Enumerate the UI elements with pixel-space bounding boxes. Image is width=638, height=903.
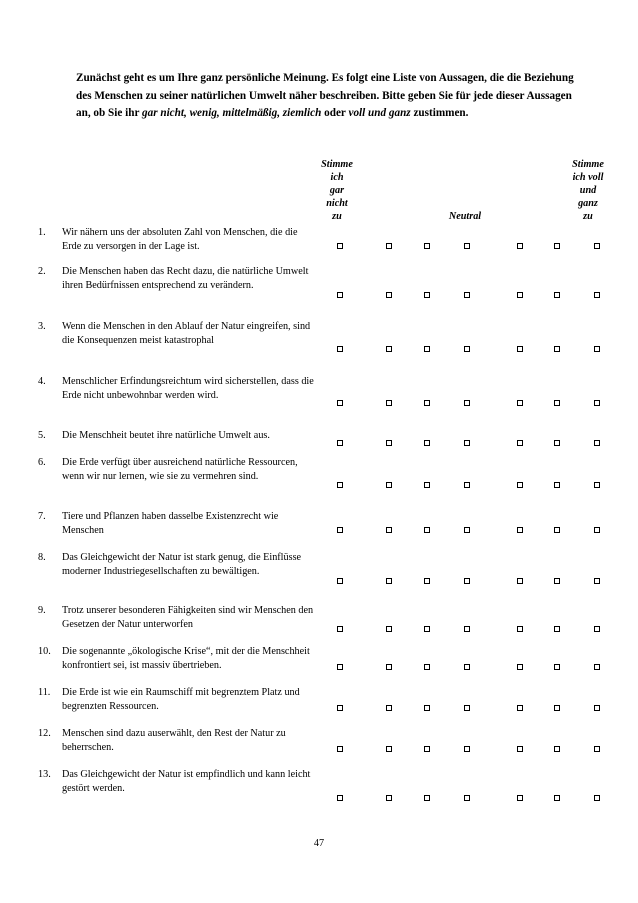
- rating-checkbox-1-1[interactable]: [337, 243, 343, 249]
- rating-checkbox-6-5[interactable]: [517, 482, 523, 488]
- statement-text: Die Menschen haben das Recht dazu, die natürliche Umwelt ihren Bedürfnissen entsprechend zu verändern.: [62, 266, 309, 291]
- rating-row-12: [0, 743, 638, 755]
- rating-checkbox-2-6[interactable]: [554, 292, 560, 298]
- rating-checkbox-10-5[interactable]: [517, 664, 523, 670]
- statement-text: Die sogenannte „ökologische Krise“, mit der die Menschheit konfrontiert sei, ist massiv übertrieben.: [62, 646, 310, 671]
- scale-label-agree: [560, 158, 616, 223]
- rating-checkbox-3-4[interactable]: [464, 346, 470, 352]
- statement-number: 10.: [38, 646, 51, 657]
- rating-checkbox-13-3[interactable]: [424, 795, 430, 801]
- rating-checkbox-6-3[interactable]: [424, 482, 430, 488]
- rating-checkbox-4-4[interactable]: [464, 400, 470, 406]
- rating-checkbox-7-2[interactable]: [386, 527, 392, 533]
- rating-checkbox-12-4[interactable]: [464, 746, 470, 752]
- rating-checkbox-11-6[interactable]: [554, 705, 560, 711]
- rating-checkbox-4-1[interactable]: [337, 400, 343, 406]
- rating-checkbox-11-3[interactable]: [424, 705, 430, 711]
- rating-checkbox-3-3[interactable]: [424, 346, 430, 352]
- instructions-last-option-italic: voll und ganz: [348, 107, 411, 120]
- rating-checkbox-2-4[interactable]: [464, 292, 470, 298]
- instructions-part-1: Zunächst geht es um Ihre ganz persönliche Meinung. Es folgt eine Liste von Aussagen, die die Beziehung des Menschen zu seiner natürlichen Umwelt näher beschreiben. Bitte geben Sie für jede dieser Aussagen an, ob Sie ihr: [76, 72, 574, 120]
- rating-checkbox-7-6[interactable]: [554, 527, 560, 533]
- rating-checkbox-5-5[interactable]: [517, 440, 523, 446]
- rating-checkbox-12-2[interactable]: [386, 746, 392, 752]
- instructions: [76, 70, 576, 123]
- rating-row-13: [0, 792, 638, 804]
- statement-number: 3.: [38, 321, 46, 332]
- statement-number: 9.: [38, 605, 46, 616]
- rating-row-3: [0, 343, 638, 355]
- rating-checkbox-9-2[interactable]: [386, 626, 392, 632]
- statement-number: 4.: [38, 376, 46, 387]
- statement-text: Die Erde ist wie ein Raumschiff mit begrenztem Platz und begrenzten Ressourcen.: [62, 687, 300, 712]
- rating-checkbox-12-1[interactable]: [337, 746, 343, 752]
- rating-checkbox-6-7[interactable]: [594, 482, 600, 488]
- rating-checkbox-6-4[interactable]: [464, 482, 470, 488]
- rating-row-5: [0, 437, 638, 449]
- statement-text: Das Gleichgewicht der Natur ist empfindlich und kann leicht gestört werden.: [62, 769, 311, 794]
- instructions-options-italic: gar nicht, wenig, mittelmäßig, ziemlich: [142, 107, 322, 120]
- rating-checkbox-9-3[interactable]: [424, 626, 430, 632]
- statement-number: 6.: [38, 457, 46, 468]
- rating-checkbox-12-6[interactable]: [554, 746, 560, 752]
- scale-label-agree-line: ganz: [578, 198, 598, 209]
- statement-text: Trotz unserer besonderen Fähigkeiten sind wir Menschen den Gesetzen der Natur unterworfen: [62, 605, 314, 630]
- rating-checkbox-11-2[interactable]: [386, 705, 392, 711]
- rating-checkbox-2-2[interactable]: [386, 292, 392, 298]
- rating-checkbox-9-7[interactable]: [594, 626, 600, 632]
- rating-checkbox-4-3[interactable]: [424, 400, 430, 406]
- rating-checkbox-11-7[interactable]: [594, 705, 600, 711]
- scale-label-disagree-line: gar: [329, 185, 345, 196]
- rating-checkbox-11-5[interactable]: [517, 705, 523, 711]
- rating-checkbox-10-1[interactable]: [337, 664, 343, 670]
- rating-checkbox-6-1[interactable]: [337, 482, 343, 488]
- statement-number: 7.: [38, 511, 46, 522]
- scale-label-agree-line: und: [579, 185, 597, 196]
- rating-checkbox-4-6[interactable]: [554, 400, 560, 406]
- scale-label-disagree-line: nicht: [326, 198, 348, 209]
- statement-number: 8.: [38, 552, 46, 563]
- rating-checkbox-8-5[interactable]: [517, 578, 523, 584]
- statement-number: 11.: [38, 687, 51, 698]
- rating-checkbox-8-4[interactable]: [464, 578, 470, 584]
- rating-checkbox-1-2[interactable]: [386, 243, 392, 249]
- rating-checkbox-3-2[interactable]: [386, 346, 392, 352]
- rating-checkbox-2-7[interactable]: [594, 292, 600, 298]
- rating-checkbox-5-7[interactable]: [594, 440, 600, 446]
- rating-checkbox-13-6[interactable]: [554, 795, 560, 801]
- rating-checkbox-10-4[interactable]: [464, 664, 470, 670]
- statement-text: Wir nähern uns der absoluten Zahl von Menschen, die die Erde zu versorgen in der Lage ist.: [62, 227, 298, 252]
- rating-checkbox-8-7[interactable]: [594, 578, 600, 584]
- page-number: 47: [313, 838, 325, 849]
- rating-checkbox-8-2[interactable]: [386, 578, 392, 584]
- rating-checkbox-2-5[interactable]: [517, 292, 523, 298]
- rating-checkbox-1-4[interactable]: [464, 243, 470, 249]
- rating-checkbox-1-5[interactable]: [517, 243, 523, 249]
- rating-row-7: [0, 524, 638, 536]
- rating-checkbox-11-4[interactable]: [464, 705, 470, 711]
- rating-checkbox-12-3[interactable]: [424, 746, 430, 752]
- rating-checkbox-4-7[interactable]: [594, 400, 600, 406]
- scale-label-neutral: Neutral: [448, 211, 482, 222]
- scale-label-disagree-line: zu: [332, 211, 342, 222]
- rating-checkbox-1-3[interactable]: [424, 243, 430, 249]
- rating-checkbox-3-6[interactable]: [554, 346, 560, 352]
- rating-row-2: [0, 289, 638, 301]
- rating-checkbox-9-5[interactable]: [517, 626, 523, 632]
- scale-label-disagree: [320, 158, 354, 223]
- rating-checkbox-8-6[interactable]: [554, 578, 560, 584]
- rating-checkbox-6-6[interactable]: [554, 482, 560, 488]
- rating-checkbox-4-5[interactable]: [517, 400, 523, 406]
- scale-label-agree-line: zu: [583, 211, 593, 222]
- statement-number: 2.: [38, 266, 46, 277]
- rating-checkbox-9-6[interactable]: [554, 626, 560, 632]
- rating-checkbox-2-1[interactable]: [337, 292, 343, 298]
- rating-checkbox-3-5[interactable]: [517, 346, 523, 352]
- rating-checkbox-10-2[interactable]: [386, 664, 392, 670]
- rating-checkbox-4-2[interactable]: [386, 400, 392, 406]
- rating-checkbox-13-5[interactable]: [517, 795, 523, 801]
- rating-checkbox-6-2[interactable]: [386, 482, 392, 488]
- rating-checkbox-1-6[interactable]: [554, 243, 560, 249]
- rating-checkbox-5-6[interactable]: [554, 440, 560, 446]
- scale-label-disagree-line: ich: [330, 172, 344, 183]
- rating-checkbox-8-1[interactable]: [337, 578, 343, 584]
- statement-text: Die Menschheit beutet ihre natürliche Umwelt aus.: [62, 430, 270, 441]
- statement-text: Menschlicher Erfindungsreichtum wird sicherstellen, dass die Erde nicht unbewohnbar werden wird.: [62, 376, 314, 401]
- rating-checkbox-7-7[interactable]: [594, 527, 600, 533]
- rating-checkbox-3-7[interactable]: [594, 346, 600, 352]
- rating-checkbox-7-4[interactable]: [464, 527, 470, 533]
- rating-row-9: [0, 623, 638, 635]
- rating-checkbox-13-2[interactable]: [386, 795, 392, 801]
- rating-checkbox-13-1[interactable]: [337, 795, 343, 801]
- rating-checkbox-10-3[interactable]: [424, 664, 430, 670]
- rating-checkbox-11-1[interactable]: [337, 705, 343, 711]
- statement-number: 5.: [38, 430, 46, 441]
- statement-text: Die Erde verfügt über ausreichend natürliche Ressourcen, wenn wir nur lernen, wie sie zu vermehren sind.: [62, 457, 298, 482]
- rating-row-1: [0, 240, 638, 252]
- rating-checkbox-12-5[interactable]: [517, 746, 523, 752]
- statement-text: Wenn die Menschen in den Ablauf der Natur eingreifen, sind die Konsequenzen meist katastrophal: [62, 321, 311, 346]
- rating-checkbox-7-1[interactable]: [337, 527, 343, 533]
- rating-row-10: [0, 661, 638, 673]
- statement-number: 13.: [38, 769, 51, 780]
- rating-checkbox-2-3[interactable]: [424, 292, 430, 298]
- rating-checkbox-5-3[interactable]: [424, 440, 430, 446]
- instructions-part-2: oder: [321, 107, 349, 120]
- rating-checkbox-10-7[interactable]: [594, 664, 600, 670]
- rating-checkbox-12-7[interactable]: [594, 746, 600, 752]
- rating-checkbox-10-6[interactable]: [554, 664, 560, 670]
- rating-checkbox-5-4[interactable]: [464, 440, 470, 446]
- rating-checkbox-1-7[interactable]: [594, 243, 600, 249]
- scale-label-disagree-line: Stimme: [321, 159, 353, 170]
- scale-label-agree-line: ich voll: [572, 172, 604, 183]
- rating-checkbox-5-2[interactable]: [386, 440, 392, 446]
- statement-number: 12.: [38, 728, 51, 739]
- rating-checkbox-9-1[interactable]: [337, 626, 343, 632]
- statement-text: Das Gleichgewicht der Natur ist stark genug, die Einflüsse moderner Industriegesellschaften zu bewältigen.: [62, 552, 302, 577]
- statement-number: 1.: [38, 227, 46, 238]
- rating-checkbox-9-4[interactable]: [464, 626, 470, 632]
- rating-checkbox-13-7[interactable]: [594, 795, 600, 801]
- scale-label-agree-line: Stimme: [572, 159, 604, 170]
- rating-checkbox-3-1[interactable]: [337, 346, 343, 352]
- instructions-part-3: zustimmen.: [410, 107, 469, 120]
- rating-row-6: [0, 479, 638, 491]
- rating-checkbox-7-5[interactable]: [517, 527, 523, 533]
- rating-row-4: [0, 397, 638, 409]
- rating-checkbox-7-3[interactable]: [424, 527, 430, 533]
- rating-checkbox-13-4[interactable]: [464, 795, 470, 801]
- statement-text: Menschen sind dazu auserwählt, den Rest der Natur zu beherrschen.: [62, 728, 286, 753]
- rating-row-8: [0, 575, 638, 587]
- rating-checkbox-8-3[interactable]: [424, 578, 430, 584]
- rating-row-11: [0, 702, 638, 714]
- rating-checkbox-5-1[interactable]: [337, 440, 343, 446]
- statement-text: Tiere und Pflanzen haben dasselbe Existenzrecht wie Menschen: [62, 511, 279, 536]
